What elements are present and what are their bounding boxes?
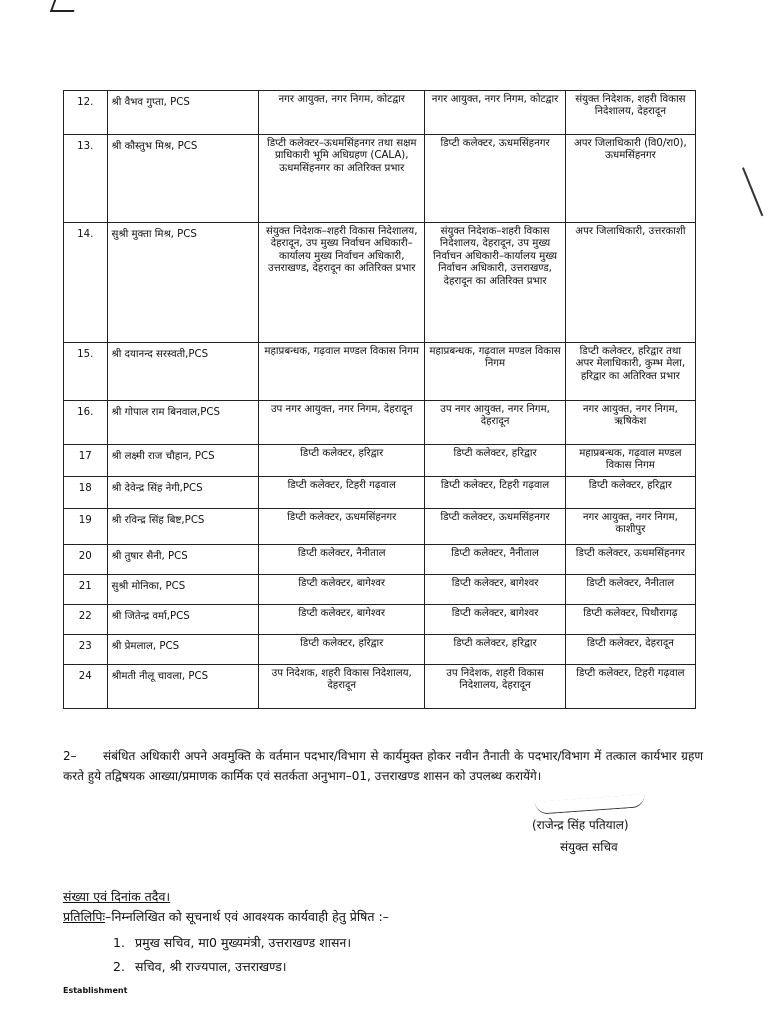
relieved-from-posting: डिप्टी कलेक्टर, बागेश्वर (425, 575, 565, 605)
new-posting: अपर जिलाधिकारी (वि0/रा0), ऊधमसिंहनगर (565, 135, 695, 223)
copy-item-text: प्रमुख सचिव, मा0 मुख्यमंत्री, उत्तराखण्ड शासन। (135, 935, 352, 950)
new-posting: नगर आयुक्त, नगर निगम, ऋषिकेश (565, 401, 695, 445)
officer-name: श्री वैभव गुप्ता, PCS (107, 91, 259, 135)
copy-item (113, 958, 287, 975)
current-posting: डिप्टी कलेक्टर, ऊधमसिंहनगर (259, 509, 425, 545)
table-row (64, 91, 696, 135)
row-serial-number: 21 (64, 575, 108, 605)
relieved-from-posting: डिप्टी कलेक्टर, ऊधमसिंहनगर (425, 509, 565, 545)
current-posting: डिप्टी कलेक्टर, हरिद्वार (259, 635, 425, 665)
table-row (64, 665, 696, 709)
signatory-designation: संयुक्त सचिव (560, 840, 618, 854)
relieved-from-posting: संयुक्त निदेशक–शहरी विकास निदेशालय, देहरादून, उप मुख्य निर्वाचन अधिकारी–कार्यालय मुख्य निर्वाचन अधिकारी, उत्तराखण्ड, देहरादून का अतिरिक्त प्रभार (425, 223, 565, 343)
current-posting: डिप्टी कलेक्टर, टिहरी गढ़वाल (259, 477, 425, 509)
row-serial-number: 17 (64, 445, 108, 477)
table-row (64, 477, 696, 509)
table-row (64, 605, 696, 635)
table-row (64, 509, 696, 545)
row-serial-number: 20 (64, 545, 108, 575)
new-posting: डिप्टी कलेक्टर, देहरादून (565, 635, 695, 665)
officer-name: श्री दयानन्द सरस्वती,PCS (107, 343, 259, 401)
officer-name: श्री जितेन्द्र वर्मा,PCS (107, 605, 259, 635)
margin-scratch-mark (742, 167, 763, 216)
current-posting: उप नगर आयुक्त, नगर निगम, देहरादून (259, 401, 425, 445)
copy-item-number: 1. (113, 935, 125, 950)
relieved-from-posting: डिप्टी कलेक्टर, ऊधमसिंहनगर (425, 135, 565, 223)
row-serial-number: 12. (64, 91, 108, 135)
table-row (64, 635, 696, 665)
new-posting: डिप्टी कलेक्टर, हरिद्वार तथा अपर मेलाधिकारी, कुम्भ मेला, हरिद्वार का अतिरिक्त प्रभार (565, 343, 695, 401)
copy-to-text: –निम्नलिखित को सूचनार्थ एवं आवश्यक कार्यवाही हेतु प्रेषित :– (105, 909, 389, 924)
row-serial-number: 14. (64, 223, 108, 343)
officer-name: श्री लक्ष्मी राज चौहान, PCS (107, 445, 259, 477)
row-serial-number: 15. (64, 343, 108, 401)
relieved-from-posting: नगर आयुक्त, नगर निगम, कोटद्वार (425, 91, 565, 135)
transfer-table-body (64, 91, 696, 709)
copy-to-line (63, 908, 389, 925)
paragraph-text: संबंधित अधिकारी अपने अवमुक्ति के वर्तमान पदभार/विभाग से कार्यमुक्त होकर नवीन तैनाती के पदभार/विभाग में तत्काल कार्यभार ग्रहण करते हुये तद्विषयक आख्या/प्रमाणक कार्मिक एवं सतर्कता अनुभाग–01, उत्तराखण्ड शासन को उपलब्ध करायेंगे। (63, 749, 703, 783)
row-serial-number: 13. (64, 135, 108, 223)
officer-name: श्रीमती नीलू चावला, PCS (107, 665, 259, 709)
table-row (64, 545, 696, 575)
new-posting: महाप्रबन्धक, गढ़वाल मण्डल विकास निगम (565, 445, 695, 477)
row-serial-number: 16. (64, 401, 108, 445)
new-posting: डिप्टी कलेक्टर, हरिद्वार (565, 477, 695, 509)
officer-name: सुश्री मुक्ता मिश्र, PCS (107, 223, 259, 343)
officer-name: सुश्री मोनिका, PCS (107, 575, 259, 605)
row-serial-number: 18 (64, 477, 108, 509)
reference-line: संख्या एवं दिनांक तदैव। (63, 889, 171, 904)
row-serial-number: 19 (64, 509, 108, 545)
relieved-from-posting: डिप्टी कलेक्टर, नैनीताल (425, 545, 565, 575)
new-posting: डिप्टी कलेक्टर, पिथौरागढ़ (565, 605, 695, 635)
relieved-from-posting: डिप्टी कलेक्टर, बागेश्वर (425, 605, 565, 635)
signature-stroke (535, 794, 646, 815)
relieved-from-posting: उप नगर आयुक्त, नगर निगम, देहरादून (425, 401, 565, 445)
current-posting: महाप्रबन्धक, गढ़वाल मण्डल विकास निगम (259, 343, 425, 401)
row-serial-number: 23 (64, 635, 108, 665)
officer-name: श्री गोपाल राम बिनवाल,PCS (107, 401, 259, 445)
relieved-from-posting: महाप्रबन्धक, गढ़वाल मण्डल विकास निगम (425, 343, 565, 401)
officer-name: श्री देवेन्द्र सिंह नेगी,PCS (107, 477, 259, 509)
new-posting: नगर आयुक्त, नगर निगम, काशीपुर (565, 509, 695, 545)
current-posting: नगर आयुक्त, नगर निगम, कोटद्वार (259, 91, 425, 135)
current-posting: संयुक्त निदेशक–शहरी विकास निदेशालय, देहरादून, उप मुख्य निर्वाचन अधिकारी–कार्यालय मुख्य निर्वाचन अधिकारी, उत्तराखण्ड, देहरादून का अतिरिक्त प्रभार (259, 223, 425, 343)
corner-scan-mark (50, 0, 78, 12)
row-serial-number: 24 (64, 665, 108, 709)
instruction-paragraph (63, 746, 703, 786)
current-posting: डिप्टी कलेक्टर, बागेश्वर (259, 575, 425, 605)
table-row (64, 575, 696, 605)
table-row (64, 135, 696, 223)
officer-name: श्री कौस्तुभ मिश्र, PCS (107, 135, 259, 223)
paragraph-number: 2– (63, 749, 77, 763)
row-serial-number: 22 (64, 605, 108, 635)
table-row (64, 445, 696, 477)
new-posting: अपर जिलाधिकारी, उत्तरकाशी (565, 223, 695, 343)
copy-item-text: सचिव, श्री राज्यपाल, उत्तराखण्ड। (135, 959, 287, 974)
new-posting: डिप्टी कलेक्टर, नैनीताल (565, 575, 695, 605)
new-posting: संयुक्त निदेशक, शहरी विकास निदेशालय, देहरादून (565, 91, 695, 135)
table-row (64, 343, 696, 401)
new-posting: डिप्टी कलेक्टर, टिहरी गढ़वाल (565, 665, 695, 709)
relieved-from-posting: उप निदेशक, शहरी विकास निदेशालय, देहरादून (425, 665, 565, 709)
officer-name: श्री प्रेमलाल, PCS (107, 635, 259, 665)
current-posting: उप निदेशक, शहरी विकास निदेशालय, देहरादून (259, 665, 425, 709)
current-posting: डिप्टी कलेक्टर, नैनीताल (259, 545, 425, 575)
officer-name: श्री रविन्द्र सिंह बिष्ट,PCS (107, 509, 259, 545)
relieved-from-posting: डिप्टी कलेक्टर, हरिद्वार (425, 445, 565, 477)
copy-item-number: 2. (113, 959, 125, 974)
officer-name: श्री तुषार सैनी, PCS (107, 545, 259, 575)
copy-item (113, 934, 351, 951)
table-row (64, 401, 696, 445)
footer-section-tag: Establishment (63, 986, 128, 995)
signatory-name: (राजेन्द्र सिंह पतियाल) (532, 818, 629, 832)
copy-to-label: प्रतिलिपिः (63, 909, 106, 924)
transfer-table (63, 90, 696, 709)
relieved-from-posting: डिप्टी कलेक्टर, हरिद्वार (425, 635, 565, 665)
new-posting: डिप्टी कलेक्टर, ऊधमसिंहनगर (565, 545, 695, 575)
table-row (64, 223, 696, 343)
current-posting: डिप्टी कलेक्टर, हरिद्वार (259, 445, 425, 477)
relieved-from-posting: डिप्टी कलेक्टर, टिहरी गढ़वाल (425, 477, 565, 509)
current-posting: डिप्टी कलेक्टर, बागेश्वर (259, 605, 425, 635)
current-posting: डिप्टी कलेक्टर–ऊधमसिंहनगर तथा सक्षम प्राधिकारी भूमि अधिग्रहण (CALA), ऊधमसिंहनगर का अतिरिक्त प्रभार (259, 135, 425, 223)
